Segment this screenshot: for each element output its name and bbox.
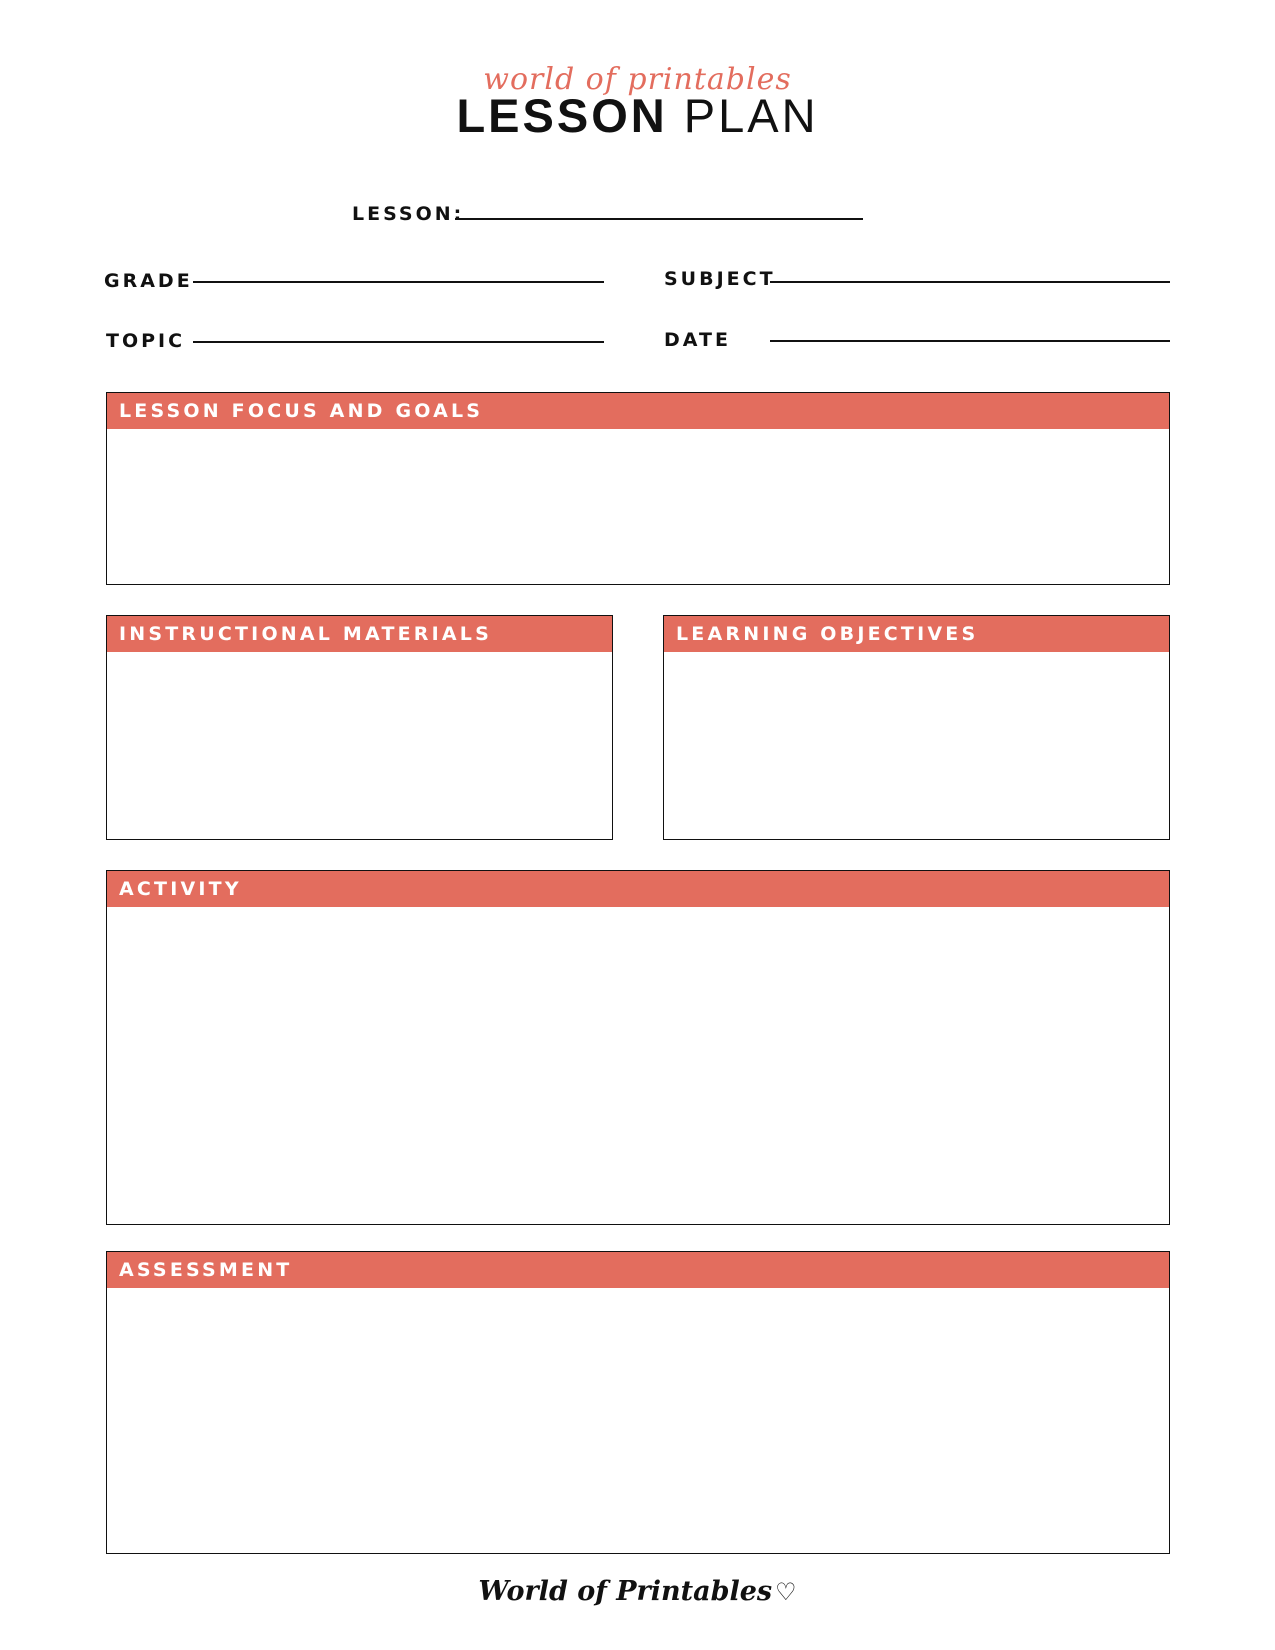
objectives-writing-area[interactable]: [664, 652, 1169, 839]
activity-header: [107, 871, 1169, 907]
grade-label: GRADE: [104, 270, 193, 292]
footer-logo-text: World of Printables: [478, 1576, 773, 1607]
assessment-section: [106, 1251, 1170, 1554]
page-title: [0, 89, 1275, 142]
heart-outline-icon: ♡: [775, 1578, 797, 1606]
objectives-header: [664, 616, 1169, 652]
lesson-label: LESSON:: [352, 203, 465, 225]
materials-title: INSTRUCTIONAL MATERIALS: [119, 623, 492, 645]
topic-label: TOPIC: [106, 330, 186, 352]
focus-writing-area[interactable]: [107, 429, 1169, 584]
materials-section: [106, 615, 613, 840]
materials-header: [107, 616, 612, 652]
objectives-section: [663, 615, 1170, 840]
objectives-title: LEARNING OBJECTIVES: [676, 623, 979, 645]
activity-writing-area[interactable]: [107, 907, 1169, 1224]
title-plan: PLAN: [683, 89, 819, 142]
activity-section: [106, 870, 1170, 1225]
assessment-writing-area[interactable]: [107, 1288, 1169, 1553]
topic-line[interactable]: [193, 341, 604, 343]
footer-logo: [0, 1576, 1275, 1607]
title-lesson: LESSON: [456, 89, 668, 142]
grade-line[interactable]: [193, 281, 604, 283]
assessment-header: [107, 1252, 1169, 1288]
lesson-line[interactable]: [455, 218, 863, 220]
activity-title: ACTIVITY: [119, 878, 242, 900]
subject-label: SUBJECT: [664, 268, 776, 290]
assessment-title: ASSESSMENT: [119, 1259, 293, 1281]
subject-line[interactable]: [770, 281, 1170, 283]
date-line[interactable]: [770, 340, 1170, 342]
date-label: DATE: [664, 329, 731, 351]
focus-header: [107, 393, 1169, 429]
brand-script: world of printables: [483, 62, 792, 97]
materials-writing-area[interactable]: [107, 652, 612, 839]
focus-title: LESSON FOCUS AND GOALS: [119, 400, 484, 422]
focus-section: [106, 392, 1170, 585]
